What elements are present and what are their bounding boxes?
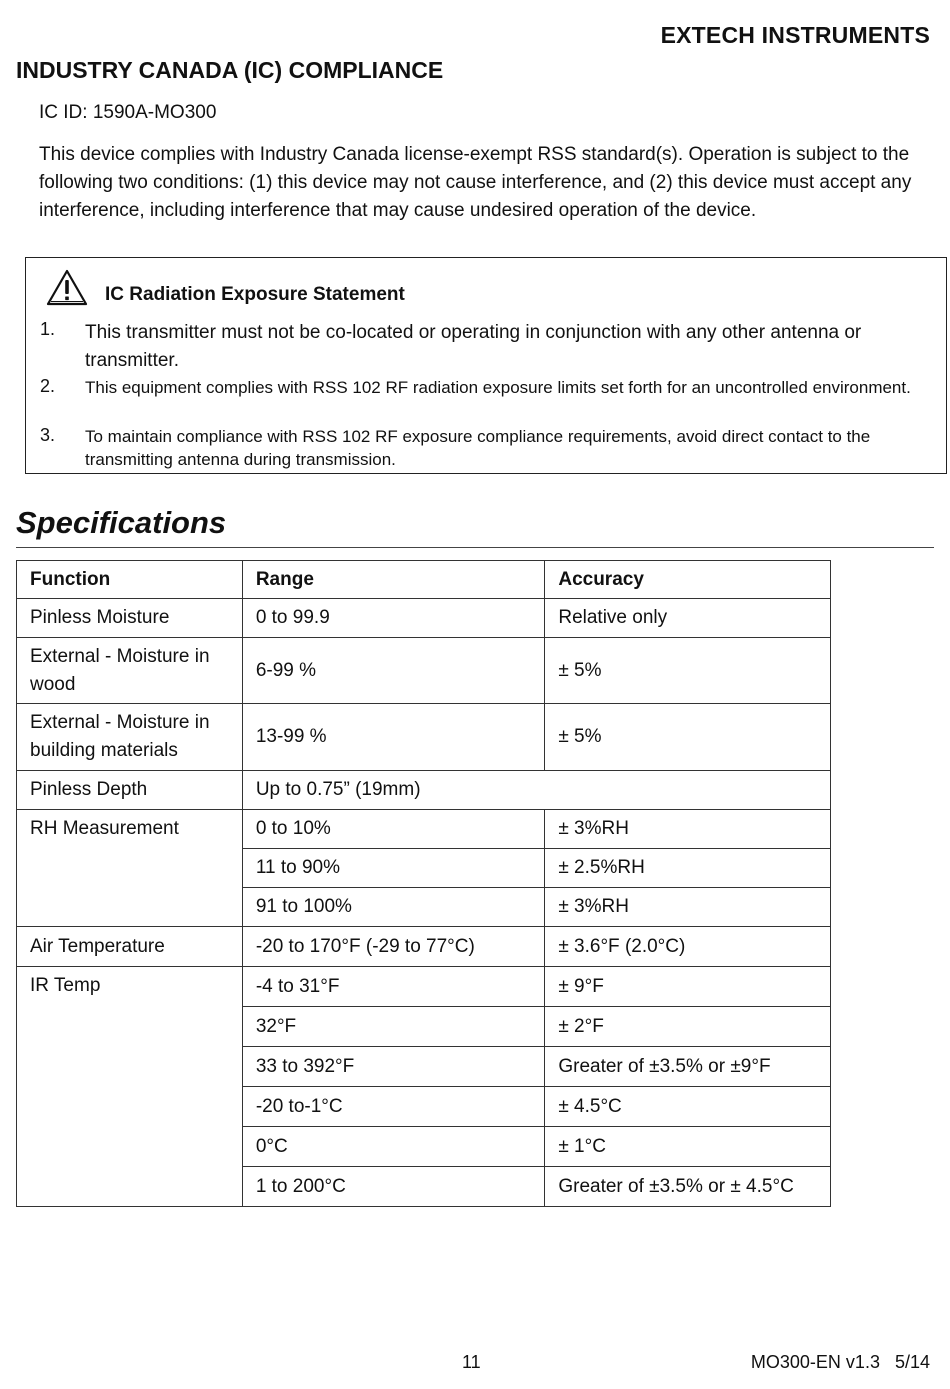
accuracy-cell: ± 3%RH [545, 810, 831, 849]
specifications-heading: Specifications [16, 505, 227, 540]
function-cell: Pinless Moisture [17, 599, 243, 638]
accuracy-cell: Relative only [545, 599, 831, 638]
range-cell: 33 to 392°F [242, 1047, 545, 1087]
range-cell: 1 to 200°C [242, 1167, 545, 1207]
accuracy-cell: ± 1°C [545, 1127, 831, 1167]
range-cell: 0°C [242, 1127, 545, 1167]
range-cell: 13-99 % [242, 704, 545, 771]
range-cell: 32°F [242, 1007, 545, 1047]
warning-item-text: To maintain compliance with RSS 102 RF exposure compliance requirements, avoid direct contact to the transmitting antenna during transmission. [85, 427, 871, 469]
range-cell: -20 to 170°F (-29 to 77°C) [242, 927, 545, 967]
table-row [17, 638, 831, 704]
table-row [17, 704, 831, 771]
specifications-table [16, 560, 831, 1207]
table-row [17, 599, 831, 638]
accuracy-cell: Greater of ±3.5% or ±9°F [545, 1047, 831, 1087]
accuracy-cell: ± 2°F [545, 1007, 831, 1047]
table-header-row [17, 561, 831, 599]
ic-compliance-statement: This device complies with Industry Canada license-exempt RSS standard(s). Operation is subject to the following two conditions: (1) this device may not cause interference, and (2) this device must accept any interference, including interference that may cause undesired operation of the device. [39, 144, 912, 221]
brand-header: EXTECH INSTRUMENTS [660, 22, 930, 48]
accuracy-cell: ± 2.5%RH [545, 849, 831, 888]
table-row [17, 810, 831, 849]
column-header-accuracy: Accuracy [545, 561, 831, 599]
accuracy-cell: ± 4.5°C [545, 1087, 831, 1127]
warning-item-number: 2. [40, 376, 56, 396]
range-cell: 0 to 10% [242, 810, 545, 849]
range-cell: 91 to 100% [242, 888, 545, 927]
range-cell: -4 to 31°F [242, 967, 545, 1007]
range-cell: Up to 0.75” (19mm) [242, 771, 830, 810]
warning-item-number: 1. [40, 319, 56, 339]
column-header-function: Function [17, 561, 243, 599]
accuracy-cell: ± 5% [545, 704, 831, 771]
document-version: MO300-EN v1.3 5/14 [750, 1352, 930, 1372]
range-cell: 11 to 90% [242, 849, 545, 888]
accuracy-cell: ± 5% [545, 638, 831, 704]
function-cell: IR Temp [17, 967, 243, 1207]
warning-item-text: This equipment complies with RSS 102 RF radiation exposure limits set forth for an uncontrolled environment. [85, 378, 911, 397]
table-row [17, 927, 831, 967]
page-number: 11 [462, 1352, 481, 1372]
function-cell: RH Measurement [17, 810, 243, 927]
function-cell: External - Moisture in building materials [17, 704, 243, 771]
heading-divider [16, 547, 934, 548]
function-cell: Pinless Depth [17, 771, 243, 810]
range-cell: -20 to-1°C [242, 1087, 545, 1127]
ic-section-title: INDUSTRY CANADA (IC) COMPLIANCE [16, 57, 444, 83]
accuracy-cell: Greater of ±3.5% or ± 4.5°C [545, 1167, 831, 1207]
warning-item [40, 376, 930, 399]
warning-triangle-icon [46, 269, 88, 307]
function-cell: External - Moisture in wood [17, 638, 243, 704]
ic-id: IC ID: 1590A-MO300 [39, 102, 217, 123]
warning-item [40, 319, 930, 375]
range-cell: 6-99 % [242, 638, 545, 704]
radiation-exposure-box [25, 257, 947, 474]
table-row [17, 967, 831, 1007]
range-cell: 0 to 99.9 [242, 599, 545, 638]
accuracy-cell: ± 3%RH [545, 888, 831, 927]
column-header-range: Range [242, 561, 545, 599]
warning-item [40, 425, 930, 471]
accuracy-cell: ± 3.6°F (2.0°C) [545, 927, 831, 967]
function-cell: Air Temperature [17, 927, 243, 967]
table-row [17, 771, 831, 810]
accuracy-cell: ± 9°F [545, 967, 831, 1007]
warning-item-text: This transmitter must not be co-located or operating in conjunction with any other antenna or transmitter. [85, 322, 862, 371]
warning-title: IC Radiation Exposure Statement [105, 284, 405, 305]
warning-item-number: 3. [40, 425, 56, 445]
